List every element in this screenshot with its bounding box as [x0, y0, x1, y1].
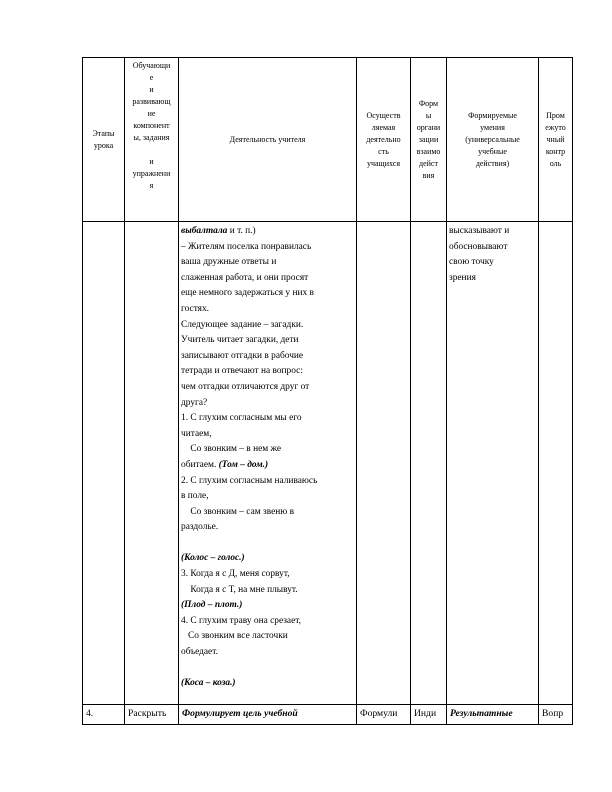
text-line — [181, 302, 356, 318]
text-line — [181, 364, 356, 380]
row-teacher-text: Формулирует цель учебной — [182, 708, 298, 719]
header-line: зации — [418, 134, 439, 144]
text-line — [181, 489, 356, 505]
header-content — [125, 58, 178, 221]
text-span: обитаем. — [181, 459, 219, 470]
text-line — [181, 271, 356, 287]
text-line — [181, 676, 356, 692]
text-line: обосновывают — [449, 241, 508, 252]
text-span: друга? — [181, 397, 208, 408]
text-line — [181, 318, 356, 334]
row-control-text: Вопр — [542, 708, 564, 719]
text-line — [181, 645, 356, 661]
text-span: – Жителям поселка понравилась — [181, 241, 312, 252]
text-span: 1. С глухим согласным мы его — [181, 413, 302, 424]
text-line — [181, 661, 356, 677]
header-control — [539, 58, 572, 221]
text-span: Со звонким – в нем же — [181, 444, 282, 455]
header-line: контр — [545, 146, 566, 156]
text-line — [181, 286, 356, 302]
text-line — [181, 520, 356, 536]
text-span: (Коса – коза.) — [181, 678, 236, 689]
text-span: чем отгадки отличаются друг от — [181, 381, 310, 392]
text-span: Когда я с Т, на мне плывут. — [181, 584, 298, 595]
text-span: гостях. — [181, 303, 210, 314]
header-line: Обучающи — [132, 61, 171, 70]
text-line — [181, 240, 356, 256]
text-span: Со звонким все ласточки — [181, 631, 288, 642]
text-span: 4. С глухим траву она срезает, — [181, 615, 301, 626]
header-line: учебные — [478, 146, 507, 156]
text-span: Следующее задание – загадки. — [181, 319, 304, 330]
header-line: я — [149, 181, 154, 190]
header-line: Формируемые — [468, 110, 517, 120]
header-line: учащихся — [366, 158, 400, 168]
text-line — [181, 411, 356, 427]
row-org-text: Инди — [414, 708, 437, 719]
text-span: 3. Когда я с Д, меня сорвут, — [181, 569, 290, 580]
header-teacher-activity — [179, 58, 356, 221]
cell-content-empty — [125, 222, 179, 705]
header-line: (универсальные — [465, 134, 520, 144]
table-row — [83, 222, 573, 705]
text-line — [181, 255, 356, 271]
header-line: Деятельность учителя — [229, 134, 306, 144]
header-line: оль — [549, 158, 562, 168]
row-stage-number: 4. — [86, 708, 94, 719]
header-line: чный — [546, 134, 565, 144]
header-line: ляемая — [371, 122, 396, 132]
text-line — [181, 474, 356, 490]
header-line: упражнени — [132, 169, 171, 178]
header-line: действия) — [475, 158, 510, 168]
header-line: умения — [480, 122, 505, 132]
header-student-activity — [357, 58, 410, 221]
header-line: Пром — [546, 110, 565, 120]
text-span: записывают отгадки в рабочие — [181, 350, 304, 361]
row-student-text: Формули — [360, 708, 398, 719]
text-line — [181, 536, 356, 552]
header-line: Этапы — [92, 128, 115, 138]
text-line — [181, 442, 356, 458]
text-span: Учитель читает загадки, дети — [181, 335, 299, 346]
text-line — [181, 583, 356, 599]
text-span: тетради и отвечают на вопрос: — [181, 366, 303, 377]
header-line: ие — [147, 109, 156, 118]
text-line — [181, 224, 356, 240]
row-content-text: Раскрыть — [128, 708, 167, 719]
header-line: ы — [425, 110, 432, 120]
header-line — [132, 144, 170, 156]
text-line — [181, 333, 356, 349]
text-span: 2. С глухим согласным наливаюсь — [181, 475, 318, 486]
text-span: Со звонким – сам звеню в — [181, 506, 295, 517]
cell-student-empty — [357, 222, 411, 705]
header-skills — [447, 58, 538, 221]
text-span: (Том – дом.) — [218, 459, 269, 470]
header-line: е — [149, 73, 154, 82]
text-line — [181, 598, 356, 614]
text-line — [181, 380, 356, 396]
header-line: Форм — [418, 98, 439, 108]
header-line: компонент — [133, 121, 170, 130]
table-header-row — [83, 58, 573, 222]
text-line — [181, 396, 356, 412]
lesson-plan-table — [82, 57, 573, 725]
text-span: выбалтала — [181, 226, 228, 236]
text-span: (Плод – плот.) — [181, 600, 243, 611]
text-line — [181, 458, 356, 474]
text-line — [181, 614, 356, 630]
table-row — [83, 705, 573, 725]
row-skills-text: Результатные — [450, 708, 513, 719]
text-span: читаем, — [181, 428, 212, 439]
header-line: органи — [416, 122, 441, 132]
header-line: и — [149, 85, 154, 94]
text-span: слаженная работа, и они просят — [181, 272, 309, 283]
text-line — [181, 629, 356, 645]
header-organization-forms — [411, 58, 446, 221]
teacher-activity-text — [179, 222, 356, 692]
cell-org-empty — [411, 222, 447, 705]
header-line: урока — [93, 140, 114, 150]
text-line — [181, 427, 356, 443]
header-line: вия — [422, 170, 435, 180]
text-span: раздолье. — [181, 522, 219, 533]
cell-skills — [447, 222, 539, 705]
text-line — [181, 567, 356, 583]
cell-teacher-activity — [179, 222, 357, 705]
text-line — [181, 505, 356, 521]
text-line: свою точку — [449, 257, 494, 268]
text-line — [181, 551, 356, 567]
header-stage — [83, 58, 124, 221]
header-line: развивающ — [132, 97, 171, 106]
header-line: Осуществ — [366, 110, 401, 120]
skills-text — [447, 222, 538, 286]
header-line: сть — [378, 146, 389, 156]
text-span: еще немного задержаться у них в — [181, 288, 314, 299]
text-span: и т. п.) — [227, 226, 256, 236]
text-line — [181, 349, 356, 365]
text-line: зрения — [449, 272, 476, 283]
text-span: (Колос – голос.) — [181, 553, 245, 564]
header-line: деятельно — [366, 134, 401, 144]
text-span: в поле, — [181, 491, 209, 502]
header-line: ы, задания — [133, 133, 170, 142]
text-span: ваша дружные ответы и — [181, 257, 277, 268]
header-line: взаимо — [416, 146, 441, 156]
header-line: и — [149, 157, 154, 166]
text-span: объедает. — [181, 647, 218, 658]
header-line: ежуто — [545, 122, 566, 132]
header-line: дейст — [419, 158, 438, 168]
cell-control-empty — [539, 222, 573, 705]
cell-stage-empty — [83, 222, 125, 705]
text-line: высказывают и — [449, 226, 510, 236]
